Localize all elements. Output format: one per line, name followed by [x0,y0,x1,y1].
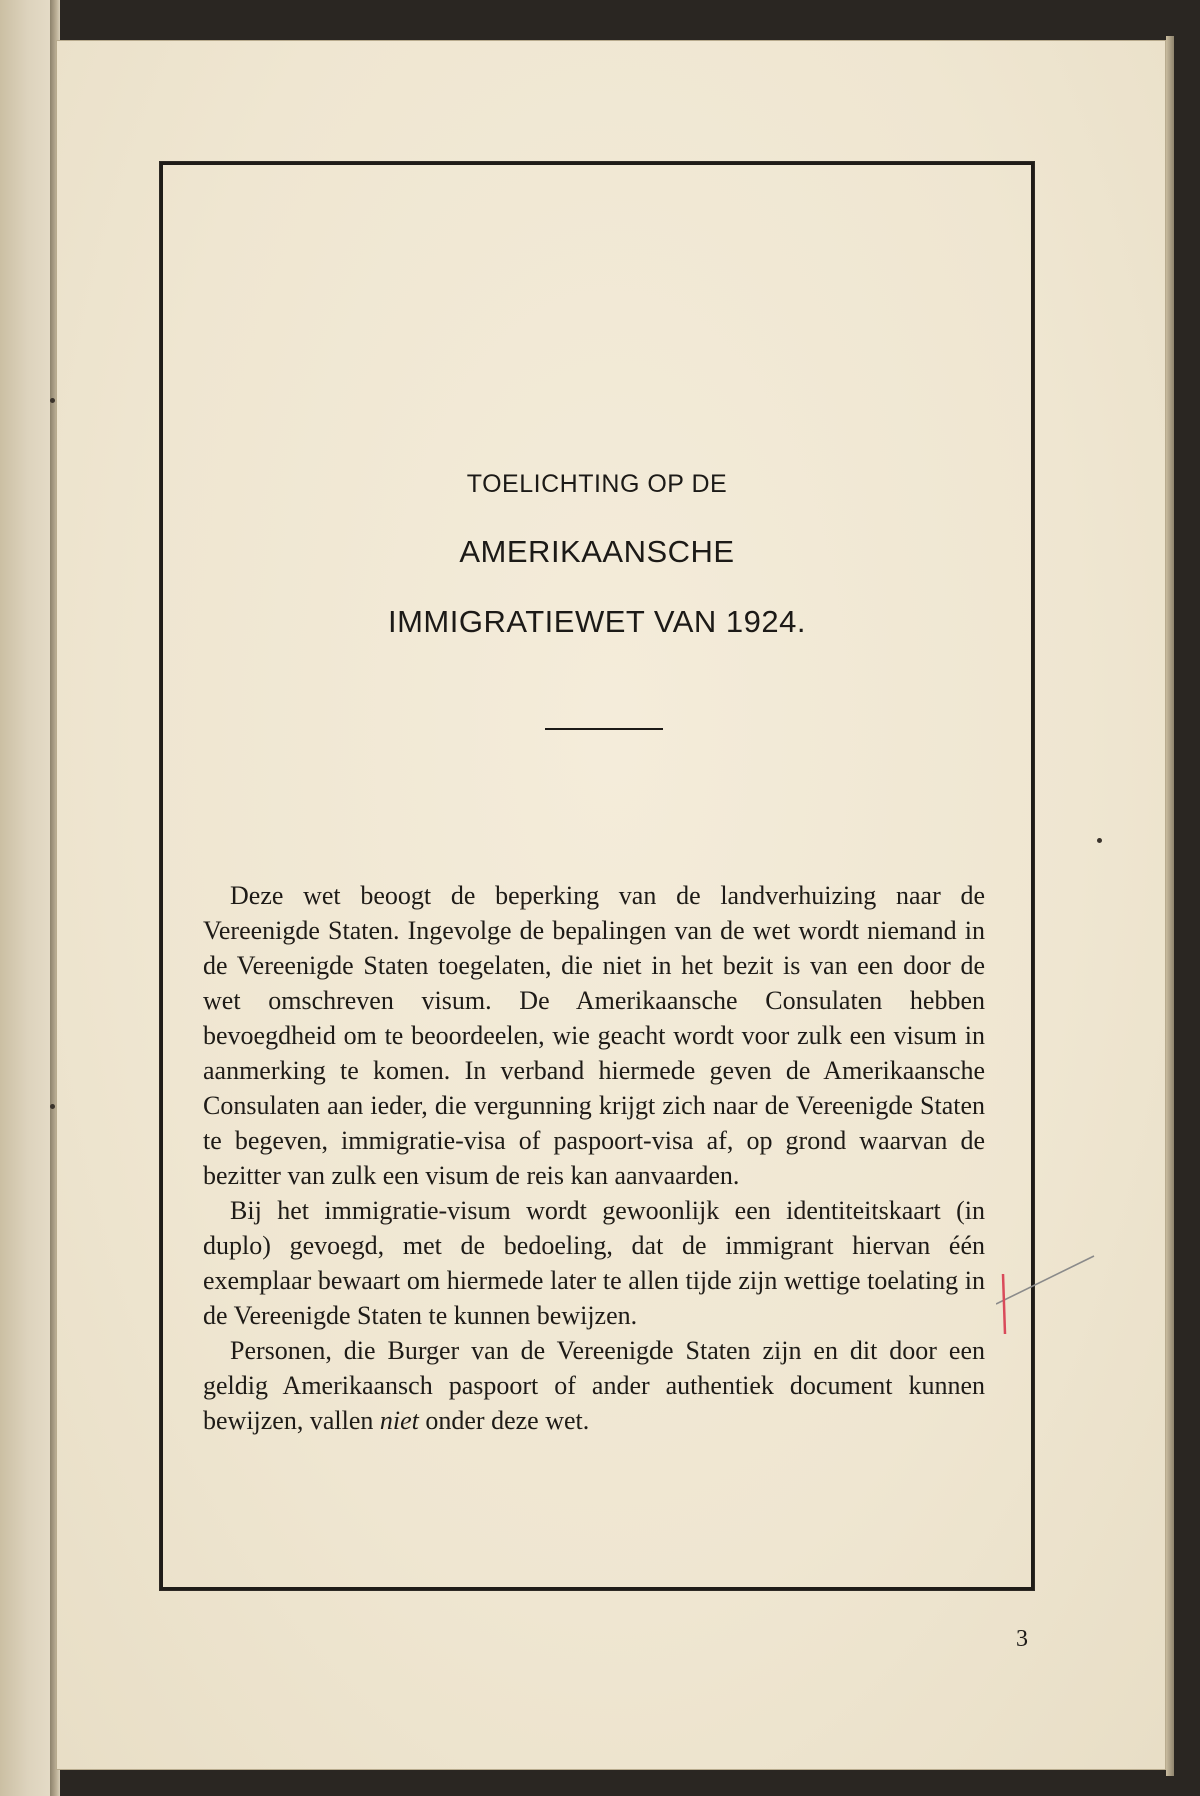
binding-hole [50,398,55,403]
emphasized-word: niet [379,1406,419,1435]
paragraph: Bij het immigratie-visum wordt gewoonlijk een identiteitskaart (in duplo) gevoegd, met de bedoeling, dat de immigrant hiervan één exemplaar bewaart om hiermede later te allen tijde zijn wettige toelating in de Vereenigde Staten te kunnen bewijzen. [203,1196,985,1330]
title-line-3: IMMIGRATIEWET VAN 1924. [387,604,807,639]
body-text [203,878,985,1438]
red-pencil-stroke [1003,1274,1005,1334]
page-edge [1166,36,1174,1776]
binding-hole [50,1104,55,1109]
ink-speck [1097,838,1102,843]
title-line-2: AMERIKAANSCHE [459,534,735,569]
paragraph-text: Personen, die Burger van de Vereenigde Staten zijn en dit door een geldig Amerikaansch paspoort of ander authentiek document kunnen bewijzen, vallen [203,1336,985,1435]
paragraph [203,1333,985,1438]
pencil-stroke [996,1256,1094,1304]
previous-page-edge [0,0,56,1796]
paragraph: Deze wet beoogt de beperking van de landverhuizing naar de Vereenigde Staten. Ingevolge de bepalingen van de wet wordt niemand in de Vereenigde Staten toegelaten, die niet in het bezit is van een door de wet omschreven visum. De Amerikaansche Consulaten hebben bevoegdheid om te beoordeelen, wie geacht wordt voor zulk een visum in aanmerking te komen. In verband hiermede geven de Amerikaansche Consulaten aan ieder, die vergunning krijgt zich naar de Vereenigde Staten te begeven, immigratie-visa of paspoort-visa af, op grond waarvan de bezitter van zulk een visum de reis kan aanvaarden. [203,881,985,1190]
title-line-1: TOELICHTING OP DE [466,470,728,498]
paragraph-text: onder deze wet. [418,1406,590,1435]
page-number: 3 [1016,1626,1028,1652]
margin-pencil-mark [996,1252,1096,1342]
divider-rule [545,728,663,730]
